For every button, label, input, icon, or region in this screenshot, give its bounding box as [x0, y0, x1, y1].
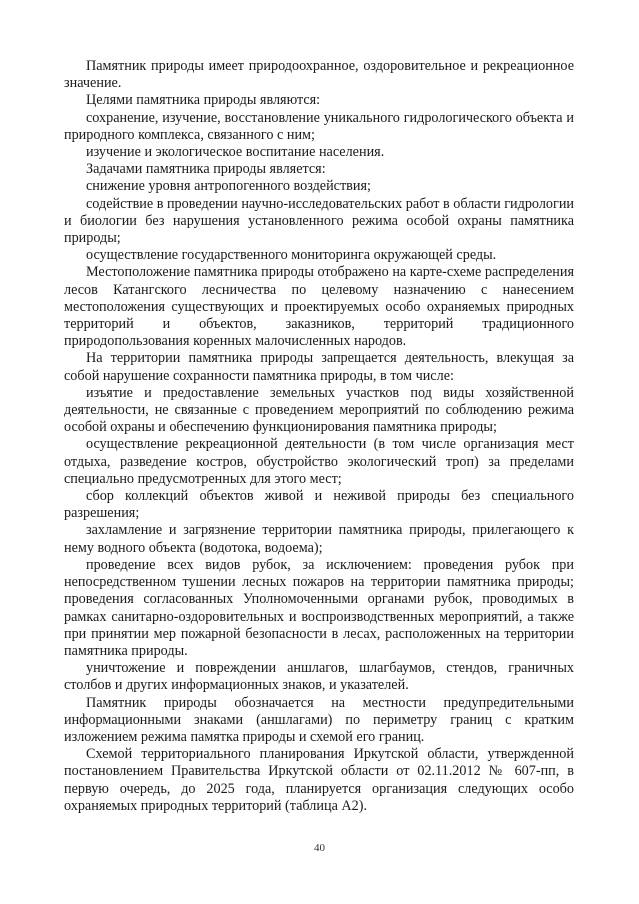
paragraph-15: проведение всех видов рубок, за исключением: проведения рубок при непосредственном тушении лесных пожаров на территории памятника природы; проведения согласованных Уполномоченными органами рубок, проводимых в рамках санитарно-оздоровительных и воспроизводственных мероприятий, а также при принятии мер пожарной безопасности в лесах, расположенных на территории памятника природы. [64, 556, 574, 659]
paragraph-9: Местоположение памятника природы отображено на карте-схеме распределения лесов Катангского лесничества по целевому назначению с нанесением местоположения существующих и проектируемых особо охраняемых природных территорий и объектов, заказников, территорий традиционного природопользования коренных малочисленных народов. [64, 264, 574, 350]
paragraph-8: осуществление государственного мониторинга окружающей среды. [86, 247, 497, 264]
paragraph-2: Целями памятника природы являются: [86, 92, 321, 109]
paragraph-13: сбор коллекций объектов живой и неживой природы без специального разрешения; [64, 488, 574, 522]
page-number: 40 [314, 842, 325, 854]
paragraph-18: Схемой территориального планирования Иркутской области, утвержденной постановлением Правительства Иркутской области от 02.11.2012 № 607-пп, в первую очередь, до 2025 года, планируется организация следующих особо охраняемых природных территорий (таблица А2). [64, 746, 574, 814]
paragraph-6: снижение уровня антропогенного воздействия; [86, 178, 371, 195]
paragraph-12: осуществление рекреационной деятельности (в том числе организация мест отдыха, разведение костров, обустройство экологический троп) за пределами специально предусмотренных для этого мест; [64, 436, 574, 487]
paragraph-10: На территории памятника природы запрещается деятельность, влекущая за собой нарушение сохранности памятника природы, в том числе: [64, 350, 574, 384]
paragraph-11: изъятие и предоставление земельных участков под виды хозяйственной деятельности, не связанные с проведением мероприятий по соблюдению режима особой охраны и обеспечению функционирования памятника природы; [64, 384, 574, 436]
document-body [64, 58, 574, 815]
paragraph-17: Памятник природы обозначается на местности предупредительными информационными знаками (аншлагами) по периметру границ с кратким изложением режима памятка природы и схемой его границ. [64, 694, 574, 745]
paragraph-7: содействие в проведении научно-исследовательских работ в области гидрологии и биологии без нарушения установленного режима особой охраны памятника природы; [64, 195, 575, 247]
paragraph-16: уничтожение и повреждении аншлагов, шлагбаумов, стендов, граничных столбов и других информационных знаков, и указателей. [64, 660, 574, 694]
paragraph-1: Памятник природы имеет природоохранное, оздоровительное и рекреационное значение. [64, 58, 574, 92]
paragraph-5: Задачами памятника природы является: [86, 161, 326, 178]
paragraph-14: захламление и загрязнение территории памятника природы, прилегающего к нему водного объекта (водотока, водоема); [64, 522, 574, 556]
paragraph-3: сохранение, изучение, восстановление уникального гидрологического объекта и природного комплекса, связанного с ним; [64, 109, 574, 143]
paragraph-4: изучение и экологическое воспитание населения. [86, 144, 385, 161]
